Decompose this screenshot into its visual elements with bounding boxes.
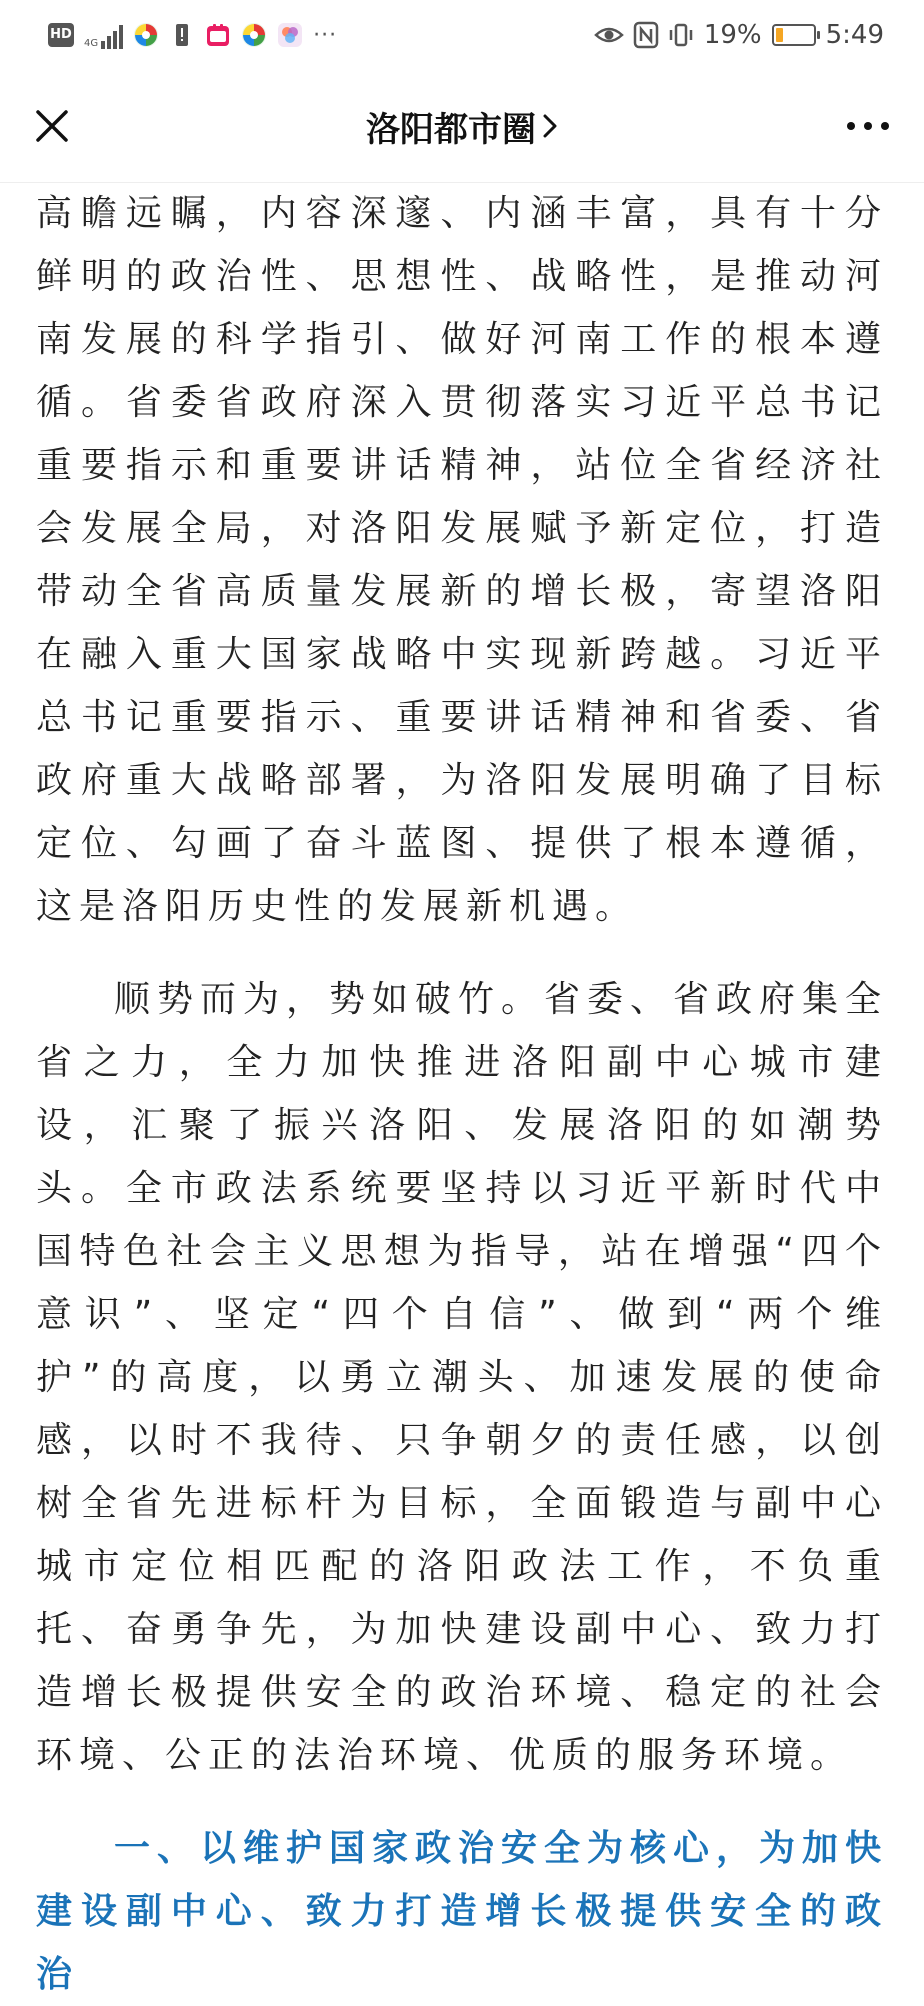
title-bar xyxy=(0,70,924,183)
status-right-group xyxy=(594,16,884,54)
article-body xyxy=(36,182,889,1995)
article-paragraph: 顺势而为，势如破竹。省委、省政府集全省之力，全力加快推进洛阳副中心城市建设，汇聚了振兴洛阳、发展洛阳的如潮势头。全市政法系统要坚持以习近平新时代中国特色社会主义思想为指导，站在增强“四个意识”、坚定“四个自信”、做到“两个维护”的高度，以勇立潮头、加速发展的使命感，以时不我待、只争朝夕的责任感，以创树全省先进标杆为目标，全面锻造与副中心城市定位相匹配的洛阳政法工作，不负重托、奋勇争先，为加快建设副中心、致力打造增长极提供安全的政治环境、稳定的社会环境、公正的法治环境、优质的服务环境。 xyxy=(36,979,889,1776)
app-icon-2 xyxy=(205,22,231,48)
article-paragraph: 高瞻远瞩，内容深邃、内涵丰富，具有十分鲜明的政治性、思想性、战略性，是推动河南发展的科学指引、做好河南工作的根本遵循。省委省政府深入贯彻落实习近平总书记重要指示和重要讲话精神，站位全省经济社会发展全局，对洛阳发展赋予新定位，打造带动全省高质量发展新的增长极，寄望洛阳在融入重大国家战略中实现新跨越。习近平总书记重要指示、重要讲话精神和省委、省政府重大战略部署，为洛阳发展明确了目标定位、勾画了奋斗蓝图、提供了根本遵循，这是洛阳历史性的发展新机遇。 xyxy=(36,193,888,927)
signal-icon xyxy=(84,21,123,49)
close-button[interactable] xyxy=(24,98,80,154)
hd-icon: HD xyxy=(48,23,74,47)
page-title: 洛阳都市圈 xyxy=(366,109,536,150)
vibrate-icon xyxy=(668,22,694,48)
battery-icon xyxy=(772,24,816,46)
close-icon xyxy=(34,108,70,144)
network-type-label: 4G xyxy=(84,38,99,49)
battery-percent: 19% xyxy=(703,20,762,50)
more-notifications-indicator: ··· xyxy=(313,22,338,48)
status-bar xyxy=(0,0,924,70)
battery-level-fill xyxy=(776,28,783,42)
clock: 5:49 xyxy=(825,20,884,50)
nfc-icon xyxy=(634,22,658,48)
more-dots-icon xyxy=(846,121,890,131)
notification-icon xyxy=(169,22,195,48)
section-heading: 一、以维护国家政治安全为核心，为加快建设副中心、致力打造增长极提供安全的政治 xyxy=(36,1828,889,1995)
status-left-group xyxy=(48,16,337,54)
app-icon-3 xyxy=(241,22,267,48)
chevron-right-icon xyxy=(542,113,558,139)
app-icon-4 xyxy=(277,22,303,48)
eye-icon xyxy=(594,23,624,47)
account-title-link[interactable] xyxy=(200,98,724,154)
more-menu-button[interactable] xyxy=(836,98,900,154)
app-icon-1 xyxy=(133,22,159,48)
